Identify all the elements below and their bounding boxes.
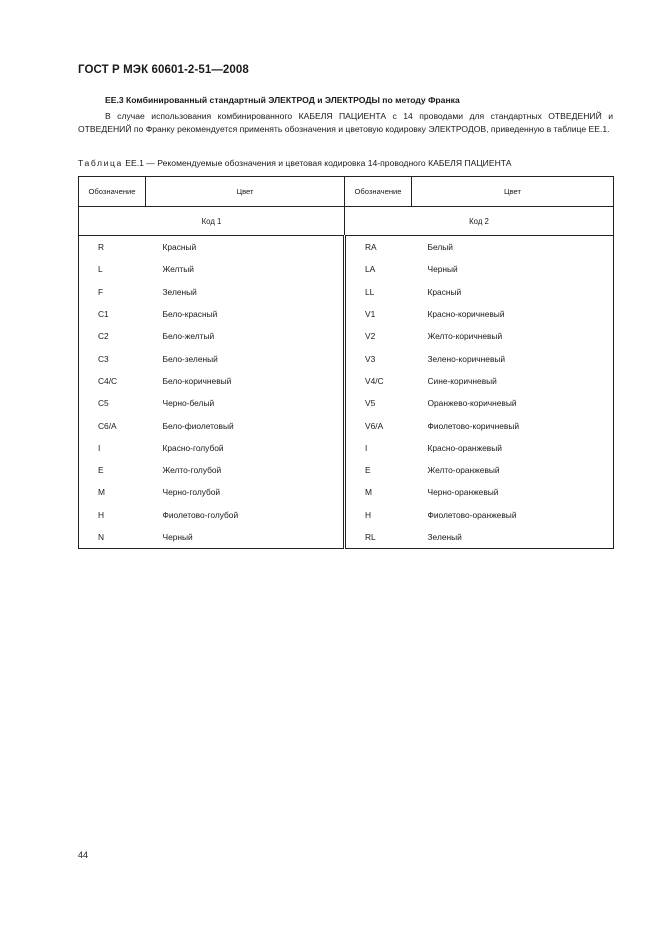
table-header-row — [79, 177, 614, 207]
table-caption-text: ЕЕ.1 — Рекомендуемые обозначения и цветовая кодировка 14-проводного КАБЕЛЯ ПАЦИЕНТА — [122, 158, 512, 168]
header-designation-1: Обозначение — [79, 177, 146, 207]
designation-code-2: H — [345, 504, 412, 526]
designation-code-2: LA — [345, 258, 412, 280]
color-code-1: Черный — [146, 526, 345, 549]
color-code-2: Зеленый — [412, 526, 614, 549]
designation-code-1: C3 — [79, 347, 146, 369]
designation-code-1: C6/A — [79, 414, 146, 436]
designation-code-1: N — [79, 526, 146, 549]
color-code-1: Черно-голубой — [162, 487, 221, 498]
color-code-1: Бело-желтый — [162, 331, 215, 342]
header-designation-2: Обозначение — [345, 177, 412, 207]
color-code-2: Фиолетово-коричневый — [412, 414, 614, 436]
color-code-1: Желтый — [162, 264, 194, 275]
designation-code-2: V4/C — [345, 370, 412, 392]
header-color-1: Цвет — [146, 177, 345, 207]
header-color-2: Цвет — [412, 177, 614, 207]
table-caption — [78, 158, 512, 168]
table-caption-label: Таблица — [78, 158, 123, 168]
designation-code-1: E — [79, 459, 146, 481]
color-code-1: Бело-зеленый — [162, 353, 218, 364]
designation-code-1: C4/C — [79, 370, 146, 392]
designation-code-1: C1 — [79, 303, 146, 325]
color-code-1: Бело-красный — [162, 309, 218, 320]
section-paragraph: В случае использования комбинированного КАБЕЛЯ ПАЦИЕНТА с 14 проводами для стандартных ОТВЕДЕНИЙ и ОТВЕДЕНИЙ по Франку рекомендуется применять обозначения и цветовую кодировку ЭЛЕКТРОДОВ, приведенную в таблице ЕЕ.1. — [78, 111, 613, 134]
color-code-2: Красно-коричневый — [412, 303, 614, 325]
table-row — [79, 437, 614, 459]
designation-code-1: L — [79, 258, 146, 280]
designation-code-1: C2 — [79, 325, 146, 347]
table-row — [79, 392, 614, 414]
designation-code-1: C5 — [79, 392, 146, 414]
code-1-label: Код 1 — [79, 207, 345, 236]
table-row — [79, 303, 614, 325]
table-row — [79, 347, 614, 369]
table-row — [79, 236, 614, 259]
designation-code-1: H — [79, 504, 146, 526]
table-row — [79, 370, 614, 392]
color-code-1: Красный — [162, 242, 197, 253]
table-row — [79, 504, 614, 526]
color-code-2: Черно-оранжевый — [412, 481, 614, 503]
page-number: 44 — [78, 850, 89, 860]
table-row — [79, 481, 614, 503]
color-code-2: Красно-оранжевый — [412, 437, 614, 459]
table-row — [79, 281, 614, 303]
table-row — [79, 258, 614, 280]
designation-code-1: F — [79, 281, 146, 303]
color-code-2: Сине-коричневый — [412, 370, 614, 392]
code-2-label: Код 2 — [345, 207, 614, 236]
color-code-2: Зелено-коричневый — [412, 347, 614, 369]
color-code-1: Желто-голубой — [162, 465, 222, 476]
color-code-2: Желто-оранжевый — [412, 459, 614, 481]
designation-code-1: M — [79, 481, 146, 503]
table-row — [79, 414, 614, 436]
color-code-2: Белый — [412, 236, 614, 259]
table-row — [79, 325, 614, 347]
color-code-2: Желто-коричневый — [412, 325, 614, 347]
electrode-color-table — [78, 176, 614, 549]
designation-code-2: V2 — [345, 325, 412, 347]
designation-code-2: V5 — [345, 392, 412, 414]
designation-code-1: I — [79, 437, 146, 459]
designation-code-2: V1 — [345, 303, 412, 325]
designation-code-1: R — [79, 236, 146, 259]
color-code-2: Красный — [412, 281, 614, 303]
color-code-1: Зеленый — [162, 286, 197, 297]
code-row — [79, 207, 614, 236]
color-code-1: Бело-фиолетовый — [162, 420, 234, 431]
document-header: ГОСТ Р МЭК 60601-2-51—2008 — [78, 64, 249, 76]
color-code-1: Бело-коричневый — [162, 375, 232, 386]
designation-code-2: M — [345, 481, 412, 503]
designation-code-2: V6/A — [345, 414, 412, 436]
color-code-1: Красно-голубой — [162, 442, 224, 453]
designation-code-2: I — [345, 437, 412, 459]
color-code-1: Черно-белый — [162, 398, 215, 409]
designation-code-2: E — [345, 459, 412, 481]
designation-code-2: RA — [345, 236, 412, 259]
table-row — [79, 526, 614, 549]
designation-code-2: V3 — [345, 347, 412, 369]
designation-code-2: LL — [345, 281, 412, 303]
color-code-2: Черный — [412, 258, 614, 280]
table-row — [79, 459, 614, 481]
color-code-1: Фиолетово-голубой — [162, 509, 239, 520]
color-code-2: Оранжево-коричневый — [412, 392, 614, 414]
section-title: ЕЕ.3 Комбинированный стандартный ЭЛЕКТРОД и ЭЛЕКТРОДЫ по методу Франка — [105, 95, 460, 105]
color-code-2: Фиолетово-оранжевый — [412, 504, 614, 526]
designation-code-2: RL — [345, 526, 412, 549]
